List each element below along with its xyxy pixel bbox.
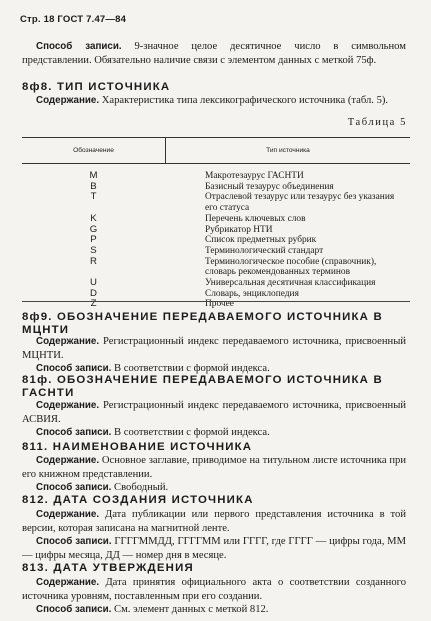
table-row xyxy=(22,235,410,246)
source-type-table-body xyxy=(22,171,410,310)
row-code: B xyxy=(90,180,97,192)
paragraph-content-811 xyxy=(22,454,406,481)
row-name: Перечень ключевых слов xyxy=(205,213,306,224)
paragraph-text: 9-значное целое десятичное число в символьном представлении. Обязательно наличие связи с элементом данных с меткой 75ф. xyxy=(22,41,406,66)
row-code: P xyxy=(90,234,97,246)
paragraph-text: Свободный. xyxy=(111,482,169,493)
term-label: Способ записи. xyxy=(36,363,112,374)
section-heading-813: 813. ДАТА УТВЕРЖДЕНИЯ xyxy=(22,562,194,574)
table-row xyxy=(22,246,410,257)
table-bottom-rule xyxy=(22,301,410,302)
row-name: Отраслевой тезаурус или тезаурус без указания его статуса xyxy=(205,192,395,214)
paragraph-content-808 xyxy=(22,94,406,108)
row-code: T xyxy=(90,191,97,203)
paragraph-content-813 xyxy=(22,576,406,603)
table-row xyxy=(22,214,410,225)
section-heading-810: 81ф. ОБОЗНАЧЕНИЕ ПЕРЕДАВАЕМОГО ИСТОЧНИКА В ГАСНТИ xyxy=(22,374,383,399)
row-code: S xyxy=(90,244,97,256)
paragraph-method-810 xyxy=(22,426,406,440)
row-name: Рубрикатор НТИ xyxy=(205,224,273,235)
row-name: Словарь, энциклопедия xyxy=(205,288,299,299)
row-code: M xyxy=(89,170,98,181)
row-name: Макротезаурус ГАСНТИ xyxy=(205,171,304,181)
column-header-code: Обозначение xyxy=(22,138,166,164)
paragraph-content-809 xyxy=(22,335,406,362)
section-heading-812: 812. ДАТА СОЗДАНИЯ ИСТОЧНИКА xyxy=(22,494,254,506)
row-name: Список предметных рубрик xyxy=(205,235,317,246)
paragraph-method-811 xyxy=(22,481,406,495)
table-caption: Таблица 5 xyxy=(347,117,407,128)
section-heading-809: 8ф9. ОБОЗНАЧЕНИЕ ПЕРЕДАВАЕМОГО ИСТОЧНИКА В МЦНТИ xyxy=(22,311,383,336)
row-code: D xyxy=(90,287,97,299)
term-label: Содержание. xyxy=(36,509,100,520)
term-label: Способ записи. xyxy=(36,604,112,615)
running-head: Стр. 18 ГОСТ 7.47—84 xyxy=(20,14,127,25)
paragraph-text: Характеристика типа лексикографического источника (табл. 5). xyxy=(99,95,389,106)
paragraph-text: ГГГГММДД, ГГГГММ или ГГГГ, где ГГГГ — цифры года, ММ — цифры месяца, ДД — номер дня в месяце. xyxy=(22,536,406,561)
term-label: Способ записи. xyxy=(36,482,112,493)
row-name: Терминологический стандарт xyxy=(205,245,324,256)
source-type-table-header xyxy=(22,137,410,164)
row-name: Универсальная десятичная классификация xyxy=(205,278,376,289)
row-name: Прочее xyxy=(205,299,234,310)
table-row xyxy=(22,289,410,300)
paragraph-text: Регистрационный индекс передаваемого источника, присвоенный АСВИЯ. xyxy=(22,400,406,425)
paragraph-text: В соответствии с формой индекса. xyxy=(111,427,270,438)
table-row xyxy=(22,192,410,213)
paragraph-text: В соответствии с формой индекса. xyxy=(111,363,270,374)
row-code: Z xyxy=(90,298,97,310)
paragraph-method-813 xyxy=(22,603,406,617)
section-heading-808: 8ф8. ТИП ИСТОЧНИКА xyxy=(22,81,171,93)
term-label: Содержание. xyxy=(36,95,100,106)
paragraph-recording-method-top xyxy=(22,40,406,67)
paragraph-text: Регистрационный индекс передаваемого источника, присвоенный МЦНТИ. xyxy=(22,336,406,361)
paragraph-text: Основное заглавие, приводимое на титульном листе источника при его книжном представлении. xyxy=(22,455,406,480)
section-heading-811: 811. НАИМЕНОВАНИЕ ИСТОЧНИКА xyxy=(22,441,253,453)
paragraph-text: Дата публикации или первого представления источника в той версии, которая записана на магнитной ленте. xyxy=(22,509,406,534)
term-label: Содержание. xyxy=(36,336,100,347)
paragraph-method-812 xyxy=(22,535,406,562)
row-code: R xyxy=(90,255,97,267)
term-label: Способ записи. xyxy=(36,536,112,547)
row-name: Терминологическое пособие (справочник), словарь рекомендованных терминов xyxy=(205,256,377,278)
paragraph-text: Дата принятия официального акта о соответствии созданного источника уровням, поставленным при его создании. xyxy=(22,577,406,602)
row-code: U xyxy=(90,277,97,289)
row-code: K xyxy=(90,212,97,224)
term-label: Содержание. xyxy=(36,400,100,411)
term-label: Способ записи. xyxy=(36,427,112,438)
table-row xyxy=(22,278,410,289)
table-row xyxy=(22,257,410,278)
term-label: Содержание. xyxy=(36,577,100,588)
paragraph-content-812 xyxy=(22,508,406,535)
table-row xyxy=(22,171,410,182)
table-row xyxy=(22,182,410,193)
term-label: Содержание. xyxy=(36,455,100,466)
table-row xyxy=(22,225,410,236)
paragraph-content-810 xyxy=(22,399,406,426)
column-header-name: Тип источника xyxy=(166,138,411,164)
row-code: G xyxy=(89,223,98,235)
paragraph-text: См. элемент данных с меткой 812. xyxy=(111,604,269,615)
term-label: Способ записи. xyxy=(36,41,122,52)
row-name: Базисный тезаурус объединения xyxy=(205,181,334,192)
